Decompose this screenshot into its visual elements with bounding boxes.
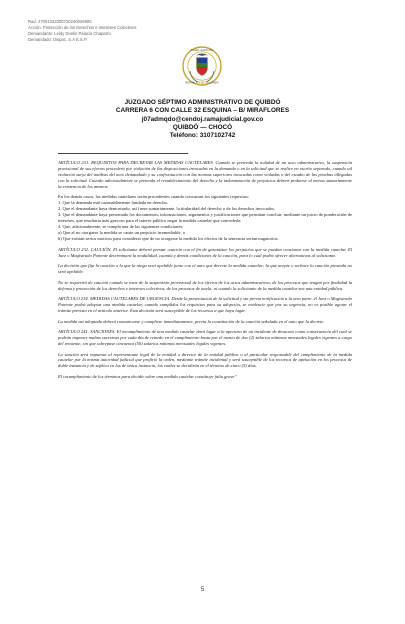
requirement-item-4: 4. Que, adicionalmente, se cumpla una de las siguientes condiciones: — [58, 224, 184, 230]
case-action: Acción: Protección de los Derechos e Intereses Colectivos — [28, 25, 137, 31]
quoted-legal-text — [58, 160, 352, 385]
case-radicado: Rad. 27001333300720240026900 — [28, 19, 92, 24]
court-address: CARRERA 6 CON CALLE 32 ESQUINA – B/ MIRAFLORES — [115, 107, 290, 115]
requirement-item-4a: a) Que al no otorgarse la medida se cause un perjuicio irremediable, o — [58, 230, 186, 236]
paragraph-urgent-measure: La medida así adoptada deberá comunicarse y cumplirse inmediatamente, previa la constitución de la caución señalada en el auto que la decrete. — [58, 318, 325, 324]
court-city: QUIBDÓ — CHOCÓ — [172, 123, 233, 131]
court-name: JUZGADO SÉPTIMO ADMINISTRATIVO DE QUIBDÓ — [124, 99, 281, 106]
footnote-divider — [58, 153, 188, 154]
case-defendant: Demandado: Dispac. S.A E.S.P. — [28, 37, 88, 43]
court-phone: Teléfono: 3107102742 — [169, 132, 236, 140]
seal-ring-text-bottom: REPÚBLICA DE COLOMBIA — [185, 81, 219, 85]
seal-ring-text-top: RAMA JUDICIAL — [190, 47, 214, 52]
paragraph-sanction: La sanción será impuesta al representante legal de la entidad o director de la entidad pública o al particular responsable del cumplimiento de la medida cautelar por la misma autoridad judicial que profirió la orden, mediante trámite incidental y será susceptible de los recursos de apelación en los procesos de doble instancia y de súplica en los de única instancia, los cuales se decidirán en el término de cinco (5) días. — [58, 351, 352, 369]
page-number: 5 — [200, 587, 205, 593]
requirement-item-4b: b) Que existan serios motivos para considerar que de no otorgarse la medida los efectos de la sentencia serían nugatorios. — [58, 236, 279, 242]
paragraph-requirements-intro: En los demás casos, las medidas cautelares serán procedentes cuando concurran los siguientes requisitos: — [58, 194, 250, 200]
requirement-item-1: 1. Que la demanda esté razonablemente fundada en derecho. — [58, 200, 169, 206]
paragraph-art-234: ARTÍCULO 234. MEDIDAS CAUTELARES DE URGENCIA. Desde la presentación de la solicitud y sin previa notificación a la otra parte, el Juez o Magistrado Ponente podrá adoptar una medida cautelar, cuando cumplidos los requisitos para su adopción, se evidencie que por su urgencia, no es posible agotar el trámite previsto en el artículo anterior. Esta decisión será susceptible de los recursos a que haya lugar. — [58, 296, 352, 313]
court-header — [0, 99, 405, 140]
case-plaintiff: Demandante: Leidy Doelin Palacio Chaparro — [28, 31, 111, 37]
requirement-item-2: 2. Que el demandante haya demostrado, así fuere sumariamente, la titularidad del derecho o de los derechos invocados. — [58, 206, 276, 212]
judicial-seal — [181, 42, 223, 94]
paragraph-art-241: ARTÍCULO 241. SANCIONES. El incumplimiento de una medida cautelar dará lugar a la apertura de un incidente de desacato como consecuencia del cual se podrán imponer multas sucesivas por cada día de retardo en el cumplimiento hasta por el monto de dos (2) salarios mínimos mensuales legales vigentes a cargo del renuente, sin que sobrepase cincuenta (50) salarios mínimos mensuales legales vigentes. — [58, 329, 352, 346]
paragraph-art-231: ARTÍCULO 231. REQUISITOS PARA DECRETAR LAS MEDIDAS CAUTELARES. Cuando se pretenda la nulidad de un acto administrativo, la suspensión provisional de sus efectos procederá por violación de las disposiciones invocadas en la demanda o en la solicitud que se realice en escrito separado, cuando tal violación surja del análisis del acto demandado y su confrontación con las normas superiores invocadas como violadas o del estudio de las pruebas allegadas con la solicitud. Cuando adicionalmente se pretenda el restablecimiento del derecho y la indemnización de perjuicios deberá probarse al menos sumariamente la existencia de los mismos. — [58, 160, 352, 189]
paragraph-caution-exemption: No se requerirá de caución cuando se trate de la suspensión provisional de los efectos de los actos administrativos, de los procesos que tengan por finalidad la defensa y protección de los derechos e intereses colectivos, de los procesos de tutela, ni cuando la solicitante de la medida cautelar sea una entidad pública. — [58, 279, 352, 291]
requirement-item-3: 3. Que el demandante haya presentado los documentos, informaciones, argumentos y justificaciones que permitan concluir, mediante un juicio de ponderación de intereses, que resultaría más gravoso para el interés público negar la medida cautelar que concederla. — [58, 212, 352, 224]
paragraph-art-232: ARTÍCULO 232. CAUCIÓN. El solicitante deberá prestar caución con el fin de garantizar los perjuicios que se puedan ocasionar con la medida cautelar. El Juez o Magistrado Ponente determinará la modalidad, cuantía y demás condiciones de la caución, para lo cual podrá ofrecer alternativas al solicitante. — [58, 246, 352, 258]
paragraph-caution-appeal: La decisión que fija la caución o la que la niega será apelable junto con el auto que decrete la medida cautelar; la que acepte o rechace la caución prestada no será apelable. — [58, 263, 352, 275]
paragraph-serious-fault: El incumplimiento de los términos para decidir sobre una medida cautelar constituye falta grave". — [58, 373, 238, 379]
seal-shield-band — [197, 63, 208, 68]
court-email: j07admqdo@cendoj.ramajudicial.gov.co — [141, 115, 264, 123]
case-metadata — [28, 19, 136, 43]
